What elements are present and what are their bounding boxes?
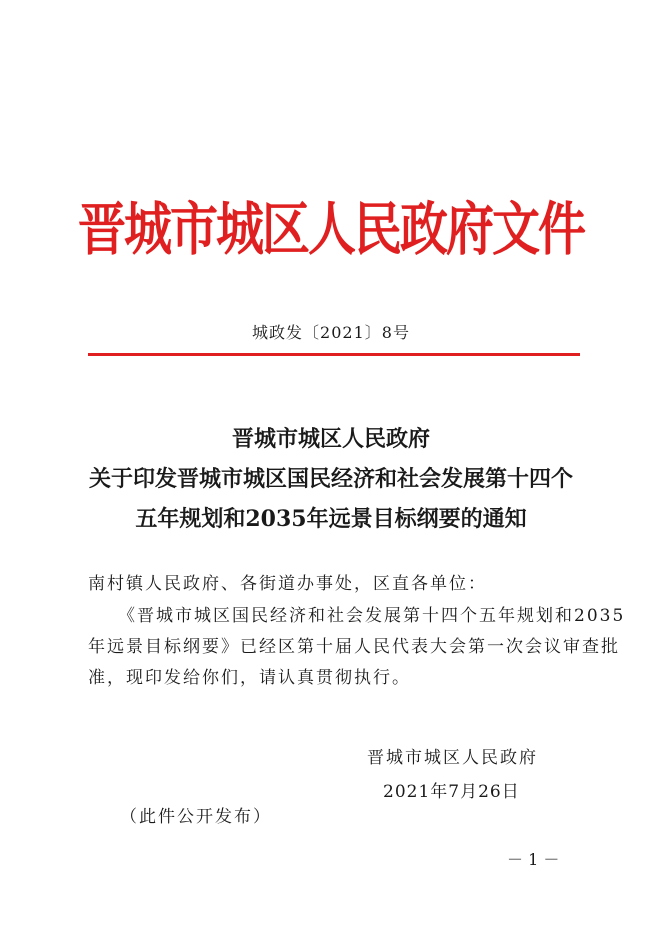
body-line-2: 年远景目标纲要》已经区第十届人民代表大会第一次会议审查批 bbox=[88, 637, 620, 657]
document-number: 城政发〔2021〕8号 bbox=[252, 323, 410, 342]
issuer-signature: 晋城市城区人民政府 bbox=[367, 748, 538, 768]
red-divider-line bbox=[88, 353, 580, 356]
page-number: － 1 － bbox=[507, 850, 560, 869]
issue-date: 2021年7月26日 bbox=[383, 782, 520, 802]
body-line-3: 准，现印发给你们，请认真贯彻执行。 bbox=[88, 668, 411, 688]
body-paragraph bbox=[88, 601, 626, 694]
title-line-2: 关于印发晋城市城区国民经济和社会发展第十四个 bbox=[88, 466, 573, 492]
addressee: 南村镇人民政府、各街道办事处，区直各单位： bbox=[88, 574, 487, 594]
document-title bbox=[0, 419, 662, 539]
title-line-3: 五年规划和2035年远景目标纲要的通知 bbox=[135, 506, 527, 532]
title-line-1: 晋城市城区人民政府 bbox=[231, 426, 430, 452]
masthead-title: 晋城市城区人民政府文件 bbox=[77, 196, 584, 264]
body-line-1: 《晋城市城区国民经济和社会发展第十四个五年规划和2035 bbox=[118, 606, 626, 626]
publish-note: （此件公开发布） bbox=[120, 807, 272, 827]
